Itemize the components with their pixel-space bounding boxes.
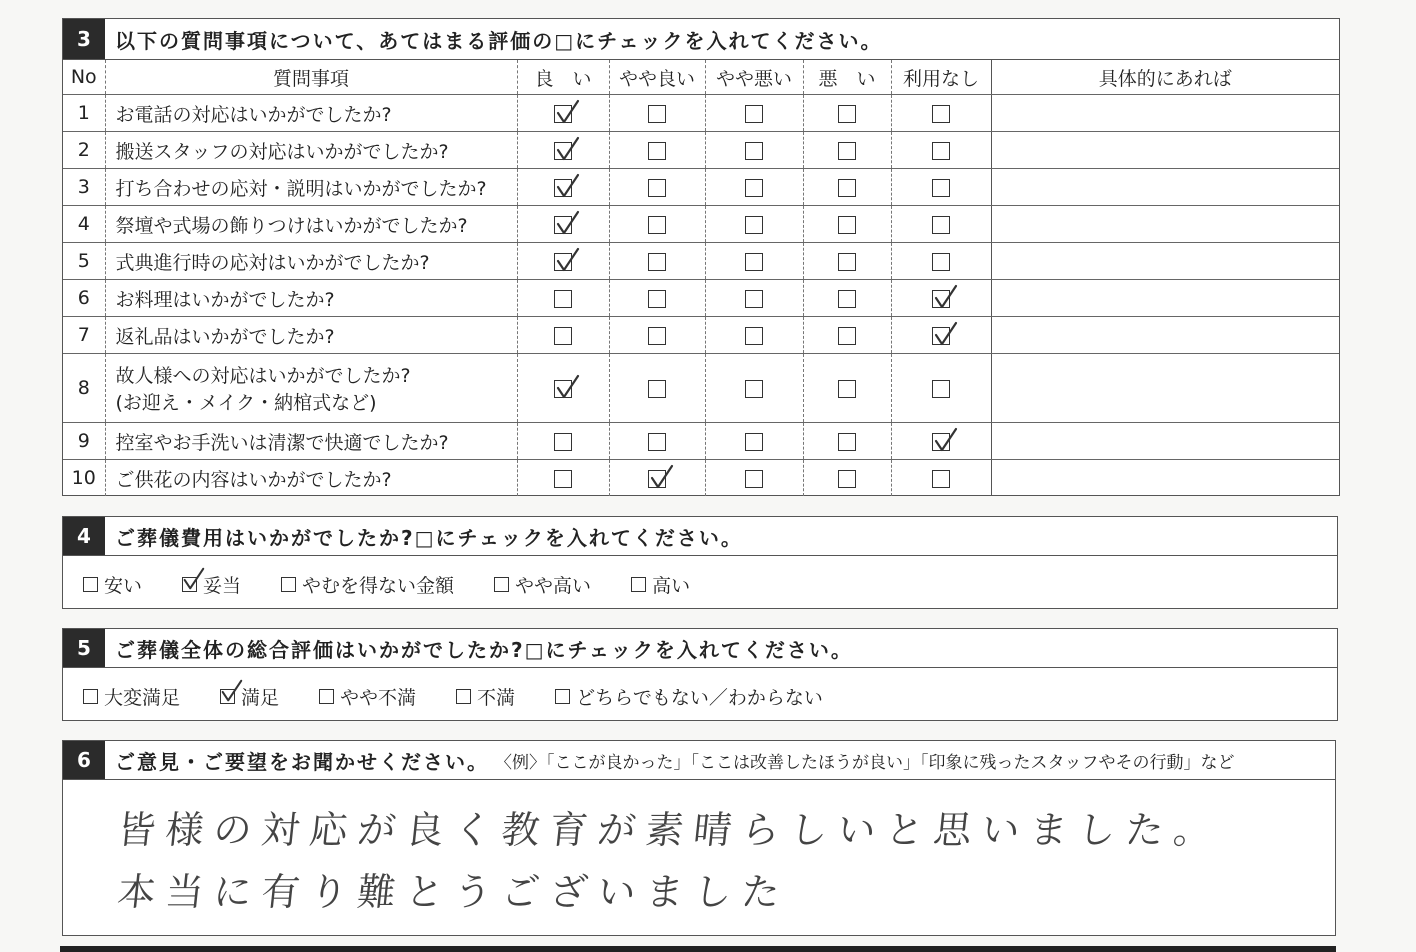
row-number: 1: [63, 95, 105, 132]
rating-cell-bad: [803, 460, 891, 497]
checkbox-fairly-bad[interactable]: [745, 179, 763, 197]
table-header-row: [63, 60, 1339, 95]
option-checkbox[interactable]: [220, 689, 235, 704]
checkbox-bad[interactable]: [838, 142, 856, 160]
table-row: [63, 317, 1339, 354]
rating-cell-good: [517, 95, 609, 132]
option-label: 不満: [477, 686, 516, 709]
checkbox-fairly-good[interactable]: [648, 216, 666, 234]
section-title: [115, 741, 1235, 779]
table-row: [63, 354, 1339, 423]
option-label: やや高い: [515, 574, 592, 597]
option-checkbox[interactable]: [83, 577, 98, 592]
rating-cell-fairly-bad: [705, 317, 803, 354]
checkbox-good[interactable]: [554, 179, 572, 197]
checkbox-fairly-bad[interactable]: [745, 380, 763, 398]
checkbox-not-used[interactable]: [932, 216, 950, 234]
comment-cell[interactable]: [991, 169, 1339, 206]
question-text: 控室やお手洗いは清潔で快適でしたか?: [115, 431, 449, 454]
row-number: 8: [63, 354, 105, 423]
rating-cell-fairly-good: [609, 460, 705, 497]
rating-cell-fairly-bad: [705, 132, 803, 169]
question-cell: [105, 317, 517, 354]
rating-cell-fairly-good: [609, 280, 705, 317]
option-label: 大変満足: [104, 686, 181, 709]
rating-cell-fairly-bad: [705, 243, 803, 280]
checkbox-fairly-bad[interactable]: [745, 470, 763, 488]
checkbox-bad[interactable]: [838, 380, 856, 398]
column-header-question: 質問事項: [105, 60, 517, 95]
checkbox-fairly-good[interactable]: [648, 380, 666, 398]
checkbox-bad[interactable]: [838, 290, 856, 308]
checkbox-good[interactable]: [554, 253, 572, 271]
rating-cell-not-used: [891, 132, 991, 169]
rating-cell-good: [517, 243, 609, 280]
row-number: 5: [63, 243, 105, 280]
question-text: 祭壇や式場の飾りつけはいかがでしたか?: [115, 214, 468, 237]
option-item[interactable]: [220, 683, 279, 710]
comment-section: [62, 740, 1336, 936]
option-item[interactable]: [456, 683, 515, 710]
rating-cell-bad: [803, 317, 891, 354]
checkbox-fairly-bad[interactable]: [745, 142, 763, 160]
checkbox-fairly-good[interactable]: [648, 290, 666, 308]
column-header-bad: 悪 い: [803, 60, 891, 95]
table-row: [63, 423, 1339, 460]
row-number: 7: [63, 317, 105, 354]
option-item[interactable]: [83, 683, 180, 710]
option-label: 高い: [652, 574, 691, 597]
rating-cell-good: [517, 460, 609, 497]
row-number: 4: [63, 206, 105, 243]
checkbox-fairly-good[interactable]: [648, 327, 666, 345]
rating-cell-fairly-good: [609, 354, 705, 423]
cost-section: [62, 516, 1338, 609]
checkbox-fairly-bad[interactable]: [745, 105, 763, 123]
page-bottom-rule: [60, 946, 1336, 952]
checkbox-fairly-bad[interactable]: [745, 433, 763, 451]
rating-cell-not-used: [891, 423, 991, 460]
checkbox-good[interactable]: [554, 327, 572, 345]
rating-cell-bad: [803, 169, 891, 206]
comment-cell[interactable]: [991, 132, 1339, 169]
question-cell: [105, 132, 517, 169]
section-title: 以下の質問事項について、あてはまる評価の□にチェックを入れてください。: [115, 28, 883, 53]
comment-cell[interactable]: [991, 460, 1339, 497]
rating-cell-good: [517, 132, 609, 169]
section-title: ご葬儀費用はいかがでしたか?□にチェックを入れてください。: [115, 525, 743, 550]
question-cell: [105, 95, 517, 132]
rating-cell-fairly-good: [609, 132, 705, 169]
table-row: [63, 95, 1339, 132]
row-number: 9: [63, 423, 105, 460]
rating-cell-bad: [803, 280, 891, 317]
rating-cell-fairly-good: [609, 95, 705, 132]
rating-cell-fairly-bad: [705, 169, 803, 206]
handwritten-line-1[interactable]: 皆様の対応が良く教育が素晴らしいと思いました。: [115, 808, 1224, 852]
question-text: お料理はいかがでしたか?: [115, 288, 335, 311]
checkbox-good[interactable]: [554, 470, 572, 488]
option-label: 妥当: [203, 574, 242, 597]
rating-cell-fairly-good: [609, 423, 705, 460]
column-header-fairly-good: やや良い: [609, 60, 705, 95]
checkbox-fairly-good[interactable]: [648, 105, 666, 123]
example-text: 〈例〉「ここが良かった」「ここは改善したほうが良い」「印象に残ったスタッフやその行動」など: [495, 752, 1235, 773]
rating-cell-fairly-good: [609, 243, 705, 280]
rating-cell-good: [517, 169, 609, 206]
rating-cell-good: [517, 280, 609, 317]
overall-options: [83, 671, 863, 721]
checkbox-not-used[interactable]: [932, 105, 950, 123]
option-item[interactable]: [555, 683, 823, 710]
rating-cell-fairly-bad: [705, 460, 803, 497]
table-row: [63, 243, 1339, 280]
section-header: [63, 741, 1335, 780]
rating-cell-good: [517, 354, 609, 423]
option-label: やむを得ない金額: [302, 574, 455, 597]
rating-cell-not-used: [891, 243, 991, 280]
rating-cell-fairly-good: [609, 317, 705, 354]
column-header-fairly-bad: やや悪い: [705, 60, 803, 95]
checkbox-fairly-bad[interactable]: [745, 253, 763, 271]
checkbox-good[interactable]: [554, 142, 572, 160]
rating-cell-good: [517, 423, 609, 460]
checkbox-not-used[interactable]: [932, 327, 950, 345]
question-cell: [105, 169, 517, 206]
option-label: 安い: [104, 574, 143, 597]
comment-cell[interactable]: [991, 280, 1339, 317]
question-text: 式典進行時の応対はいかがでしたか?: [115, 251, 430, 274]
checkbox-fairly-bad[interactable]: [745, 290, 763, 308]
checkbox-fairly-good[interactable]: [648, 470, 666, 488]
question-text: 搬送スタッフの対応はいかがでしたか?: [115, 140, 449, 163]
question-note: (お迎え・メイク・納棺式など): [115, 392, 377, 414]
checkbox-not-used[interactable]: [932, 253, 950, 271]
rating-cell-bad: [803, 423, 891, 460]
checkbox-bad[interactable]: [838, 433, 856, 451]
rating-table: [63, 60, 1339, 496]
option-label: 満足: [241, 686, 280, 709]
section-number: 5: [63, 629, 105, 667]
rating-cell-not-used: [891, 95, 991, 132]
question-text: 故人様への対応はいかがでしたか?: [115, 365, 411, 387]
checkbox-good[interactable]: [554, 433, 572, 451]
question-cell: [105, 460, 517, 497]
checkbox-not-used[interactable]: [932, 470, 950, 488]
option-item[interactable]: [319, 683, 416, 710]
question-cell: [105, 206, 517, 243]
comment-cell[interactable]: [991, 206, 1339, 243]
checkbox-not-used[interactable]: [932, 179, 950, 197]
section-header: [63, 629, 1337, 668]
checkbox-fairly-bad[interactable]: [745, 216, 763, 234]
option-checkbox[interactable]: [182, 577, 197, 592]
rating-cell-bad: [803, 132, 891, 169]
row-number: 10: [63, 460, 105, 497]
rating-cell-fairly-bad: [705, 354, 803, 423]
section-title: ご葬儀全体の総合評価はいかがでしたか?□にチェックを入れてください。: [115, 637, 853, 662]
column-header-not-used: 利用なし: [891, 60, 991, 95]
option-checkbox[interactable]: [83, 689, 98, 704]
checkbox-bad[interactable]: [838, 327, 856, 345]
checkbox-bad[interactable]: [838, 470, 856, 488]
option-item[interactable]: [494, 571, 591, 598]
rating-cell-fairly-bad: [705, 95, 803, 132]
rating-cell-not-used: [891, 317, 991, 354]
checkbox-good[interactable]: [554, 380, 572, 398]
section-number: 3: [63, 19, 105, 59]
checkbox-good[interactable]: [554, 216, 572, 234]
rating-cell-not-used: [891, 169, 991, 206]
rating-cell-bad: [803, 95, 891, 132]
question-cell: [105, 280, 517, 317]
cost-options: [83, 559, 730, 609]
table-row: [63, 206, 1339, 243]
checkbox-bad[interactable]: [838, 216, 856, 234]
rating-cell-fairly-good: [609, 169, 705, 206]
rating-cell-not-used: [891, 354, 991, 423]
table-row: [63, 169, 1339, 206]
rating-cell-bad: [803, 354, 891, 423]
column-header-comment: 具体的にあれば: [991, 60, 1339, 95]
checkbox-not-used[interactable]: [932, 290, 950, 308]
rating-cell-not-used: [891, 206, 991, 243]
option-checkbox[interactable]: [319, 689, 334, 704]
option-item[interactable]: [83, 571, 142, 598]
checkbox-bad[interactable]: [838, 179, 856, 197]
option-label: やや不満: [340, 686, 417, 709]
table-row: [63, 280, 1339, 317]
column-header-good: 良 い: [517, 60, 609, 95]
rating-cell-fairly-good: [609, 206, 705, 243]
checkbox-good[interactable]: [554, 290, 572, 308]
rating-cell-fairly-bad: [705, 280, 803, 317]
checkbox-fairly-good[interactable]: [648, 179, 666, 197]
checkbox-fairly-good[interactable]: [648, 433, 666, 451]
row-number: 6: [63, 280, 105, 317]
rating-cell-not-used: [891, 280, 991, 317]
overall-section: [62, 628, 1338, 721]
rating-cell-bad: [803, 243, 891, 280]
question-text: 返礼品はいかがでしたか?: [115, 325, 335, 348]
checkbox-fairly-good[interactable]: [648, 253, 666, 271]
question-cell: [105, 243, 517, 280]
handwritten-line-2[interactable]: 本当に有り難とうございました: [115, 870, 792, 914]
rating-cell-fairly-bad: [705, 423, 803, 460]
checkbox-not-used[interactable]: [932, 433, 950, 451]
comment-cell[interactable]: [991, 243, 1339, 280]
checkbox-bad[interactable]: [838, 105, 856, 123]
option-checkbox[interactable]: [494, 577, 509, 592]
rating-cell-good: [517, 317, 609, 354]
checkbox-not-used[interactable]: [932, 142, 950, 160]
section-number: 6: [63, 741, 105, 779]
section-number: 4: [63, 517, 105, 555]
question-cell: [105, 354, 517, 423]
option-label: どちらでもない／わからない: [576, 686, 823, 709]
rating-cell-not-used: [891, 460, 991, 497]
rating-cell-fairly-bad: [705, 206, 803, 243]
option-checkbox[interactable]: [281, 577, 296, 592]
option-item[interactable]: [182, 571, 241, 598]
section-header: [63, 517, 1337, 556]
table-row: [63, 132, 1339, 169]
checkbox-fairly-bad[interactable]: [745, 327, 763, 345]
option-item[interactable]: [281, 571, 454, 598]
rating-cell-good: [517, 206, 609, 243]
option-checkbox[interactable]: [555, 689, 570, 704]
question-text: 打ち合わせの応対・説明はいかがでしたか?: [115, 177, 487, 200]
section-header: [63, 19, 1339, 60]
option-checkbox[interactable]: [456, 689, 471, 704]
question-text: ご供花の内容はいかがでしたか?: [115, 468, 392, 491]
section-title-text: ご意見・ご要望をお聞かせください。: [115, 749, 489, 774]
comment-cell[interactable]: [991, 95, 1339, 132]
checkbox-fairly-good[interactable]: [648, 142, 666, 160]
checkbox-bad[interactable]: [838, 253, 856, 271]
row-number: 2: [63, 132, 105, 169]
row-number: 3: [63, 169, 105, 206]
option-checkbox[interactable]: [631, 577, 646, 592]
comment-cell[interactable]: [991, 317, 1339, 354]
column-header-no: No: [63, 60, 105, 95]
rating-cell-bad: [803, 206, 891, 243]
checkbox-good[interactable]: [554, 105, 572, 123]
comment-cell[interactable]: [991, 354, 1339, 423]
question-text: お電話の対応はいかがでしたか?: [115, 103, 392, 126]
question-section: [62, 18, 1340, 496]
comment-cell[interactable]: [991, 423, 1339, 460]
question-cell: [105, 423, 517, 460]
checkbox-not-used[interactable]: [932, 380, 950, 398]
table-row: [63, 460, 1339, 497]
option-item[interactable]: [631, 571, 690, 598]
